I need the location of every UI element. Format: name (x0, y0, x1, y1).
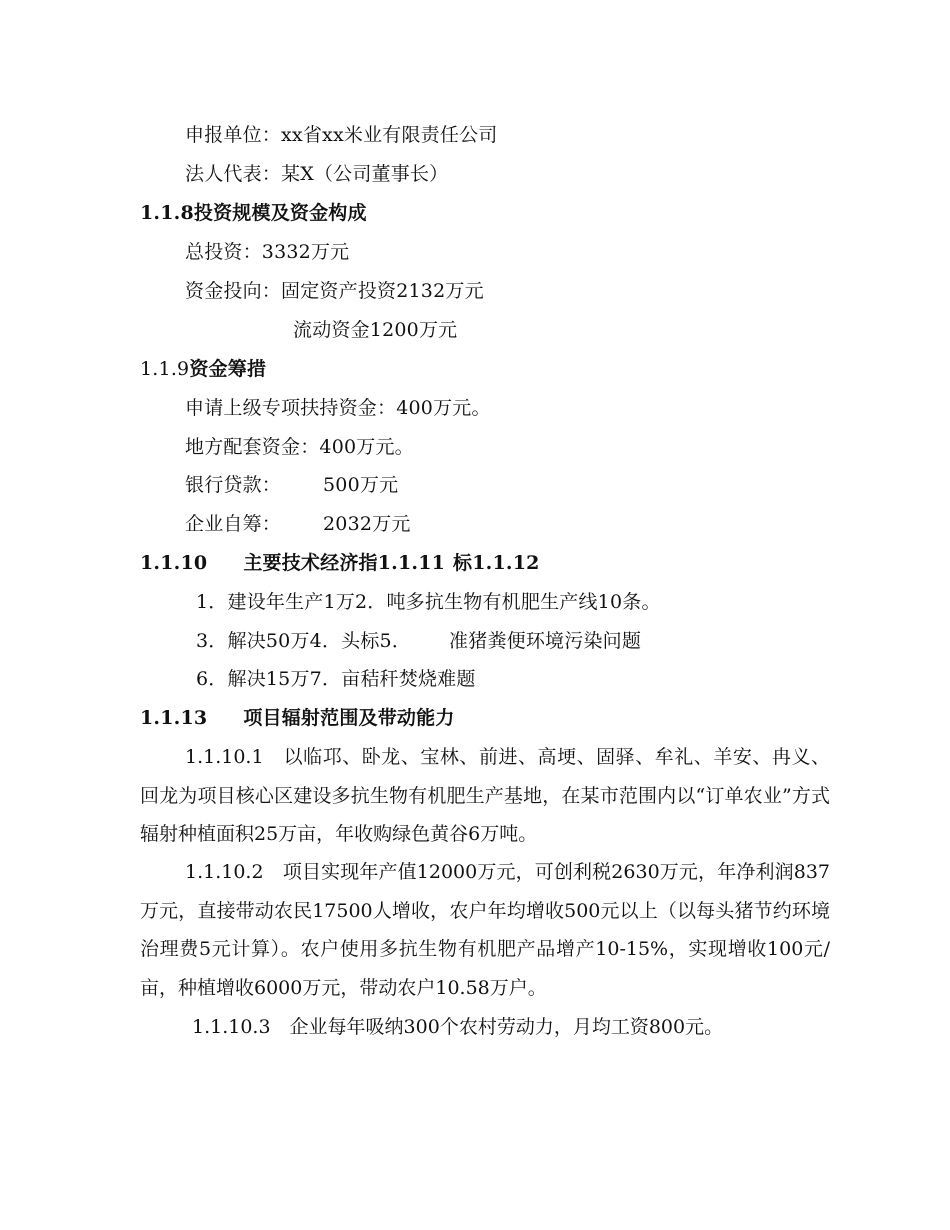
section-number-c: 1.1.12 (472, 552, 540, 574)
section-title-b: 标 (453, 552, 473, 574)
section-1-1-9-heading (140, 356, 266, 382)
section-1-1-13-heading (140, 705, 455, 731)
paragraph-1-1-10-2: 1.1.10.2 项目实现年产值12000万元，可创利税2630万元，年净利润837万元，直接带动农民17500人增收，农户年均增收500元以上（以每头猪节约环境治理费5元计算）。农户使用多抗生物有机肥产品增产10-15%，实现增收100元/亩，种植增收6000万元，带动农户10.58万户。 (140, 861, 830, 999)
applicant-label: 申报单位： (185, 124, 282, 146)
indicator-item-1: 1．建设年生产1万2．吨多抗生物有机肥生产线10条。 (196, 591, 661, 613)
paragraph-1-1-10-1: 1.1.10.1 以临邛、卧龙、宝林、前进、高埂、固驿、牟礼、羊安、冉义、回龙为项目核心区建设多抗生物有机肥生产基地，在某市范围内以“订单农业”方式辐射种植面积25万亩，年收购绿色黄谷6万吨。 (140, 746, 830, 845)
legal-rep-label: 法人代表： (185, 163, 282, 185)
section-number-b: 1.1.11 (377, 552, 446, 574)
indicator-item-3: 6．解决15万7．亩秸秆焚烧难题 (196, 668, 476, 690)
bank-loan-line (185, 472, 398, 498)
section-number: 1.1.9 (140, 358, 190, 380)
section-title: 投资规模及资金构成 (193, 202, 367, 224)
legal-rep-value: 某X（公司董事长） (281, 163, 449, 185)
total-investment: 总投资：3332万元 (185, 241, 350, 263)
section-number: 1.1.13 (140, 707, 208, 729)
fixed-assets-investment: 固定资产投资2132万元 (281, 280, 484, 302)
self-raised-label: 企业自筹： (185, 513, 282, 535)
applicant-line (185, 122, 497, 148)
fund-direction-line (185, 278, 484, 304)
self-raised-line (185, 511, 411, 537)
self-raised-value: 2032万元 (323, 513, 411, 535)
section-title-a: 主要技术经济指 (243, 552, 378, 574)
working-capital: 流动资金1200万元 (293, 319, 458, 341)
section-1-1-10-heading (140, 550, 540, 576)
indicator-item-2-b: 准猪粪便环境污染问题 (449, 630, 642, 652)
applicant-value: xx省xx米业有限责任公司 (281, 124, 498, 146)
special-funds: 申请上级专项扶持资金：400万元。 (185, 397, 491, 419)
section-1-1-8-heading (140, 200, 367, 226)
indicator-item-2-a: 3．解决50万4．头标5． (196, 630, 412, 652)
indicator-item-2 (196, 628, 641, 654)
local-funds: 地方配套资金：400万元。 (185, 436, 414, 458)
section-number: 1.1.10 (140, 552, 208, 574)
section-title: 资金筹措 (189, 358, 267, 380)
section-title: 项目辐射范围及带动能力 (243, 707, 455, 729)
section-number: 1.1.8 (140, 202, 194, 224)
fund-direction-label: 资金投向： (185, 280, 282, 302)
legal-rep-line (185, 161, 448, 187)
paragraph-1-1-10-3: 1.1.10.3 企业每年吸纳300个农村劳动力，月均工资800元。 (192, 1016, 724, 1038)
bank-loan-label: 银行贷款： (185, 474, 282, 496)
bank-loan-value: 500万元 (323, 474, 399, 496)
